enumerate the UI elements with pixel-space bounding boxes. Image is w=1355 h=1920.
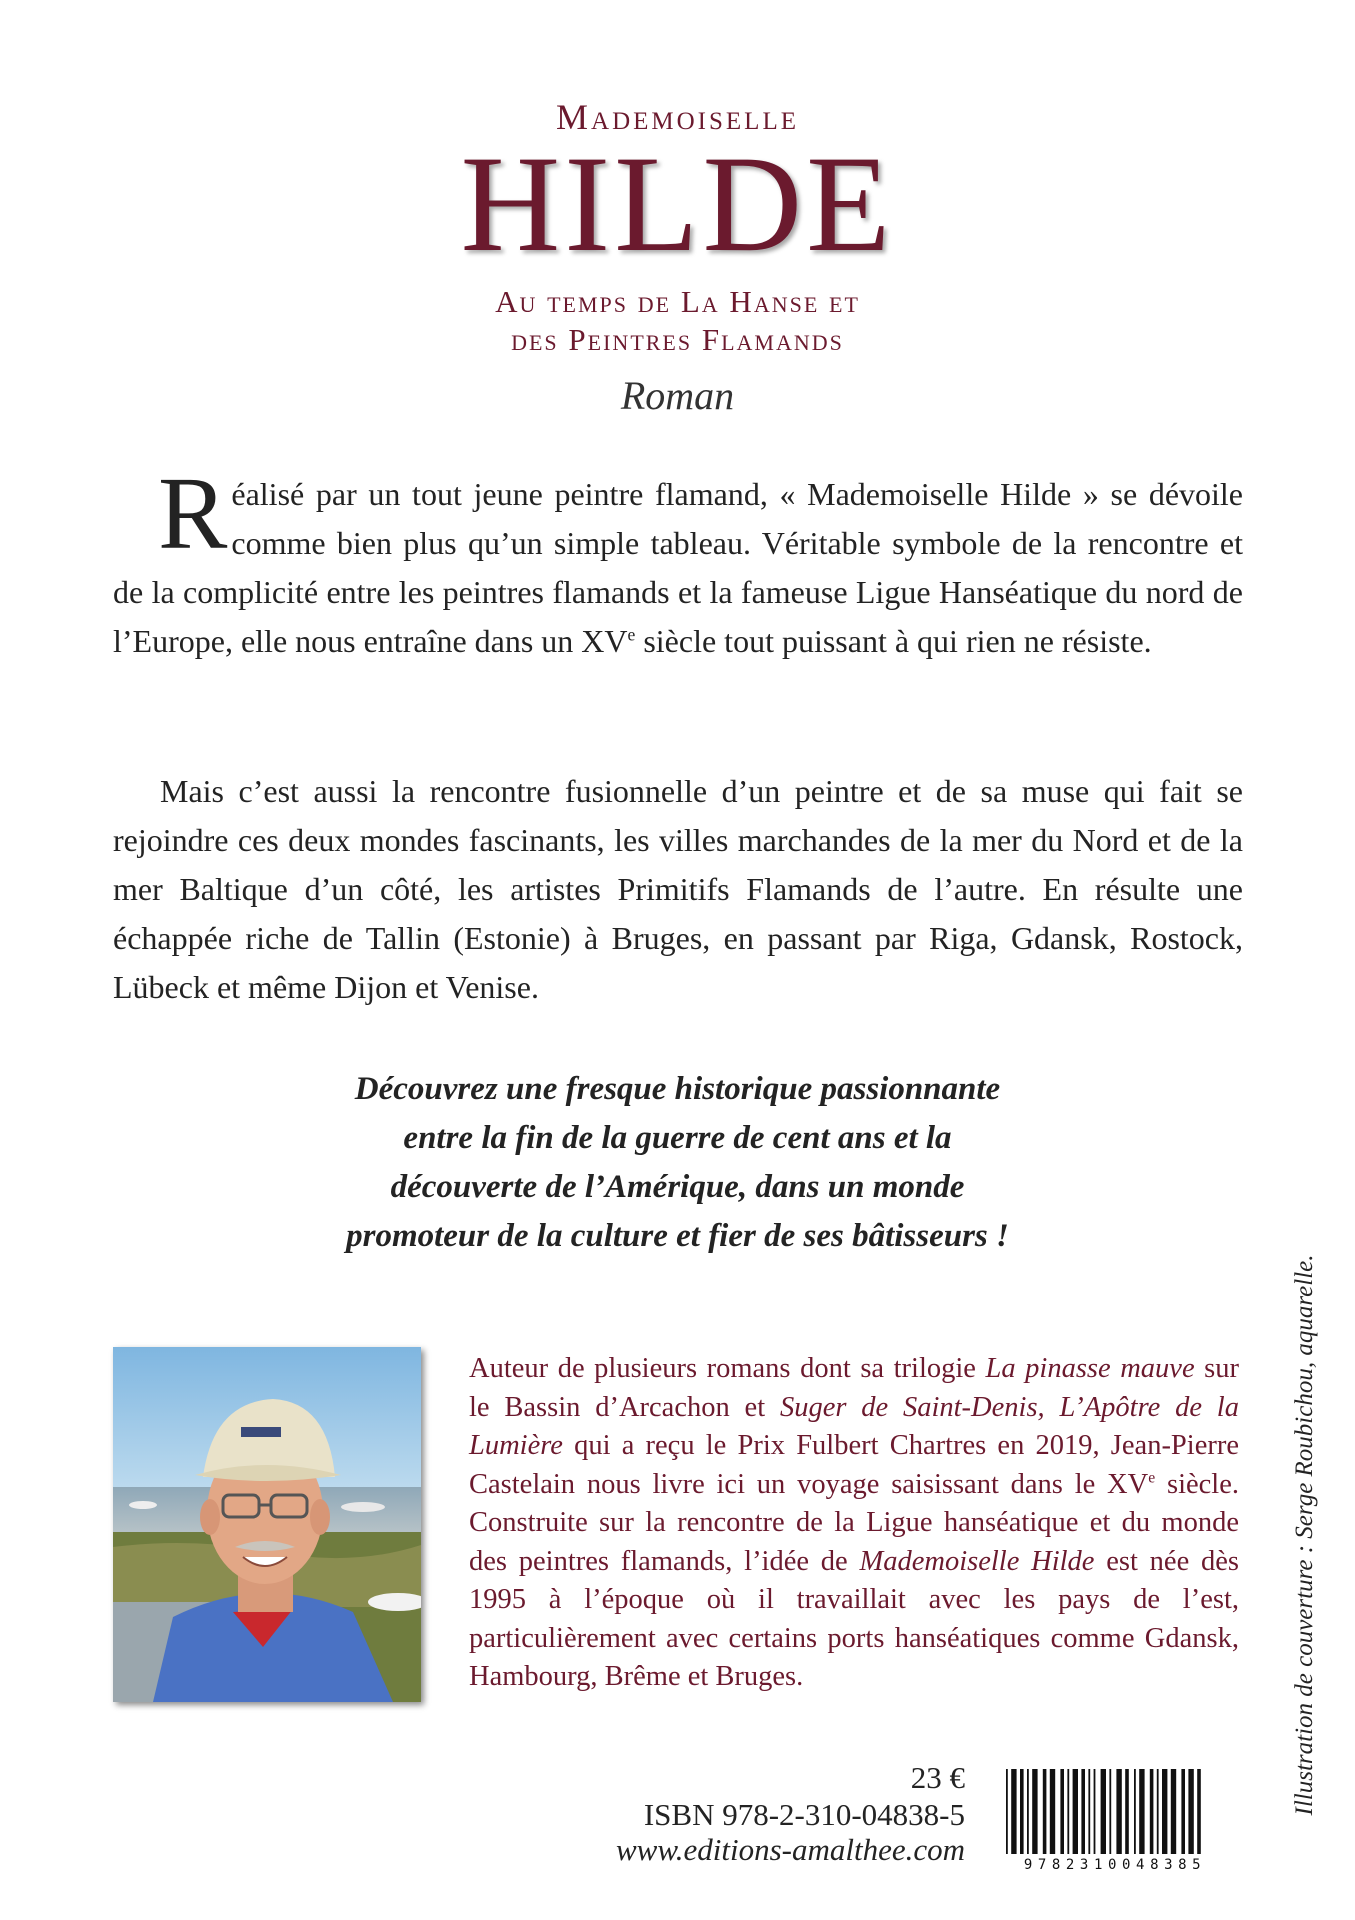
- superscript: e: [1148, 1469, 1156, 1486]
- barcode-bar: [1032, 1769, 1037, 1861]
- book-reference: Mademoiselle Hilde: [859, 1545, 1095, 1577]
- barcode-bar: [1088, 1769, 1090, 1861]
- synopsis-text: éalisé par un tout jeune peintre flamand, « Mademoiselle Hilde » se dévoile comme bien plus qu’un simple tableau. Véritable symbole de la rencontre et de la complicité entre les peintres flamands et la fameuse Ligue Hanséatique du nord de l’Europe, elle nous entraîne dans un XV: [113, 476, 1243, 659]
- barcode-bar: [1027, 1769, 1029, 1861]
- subtitle-line: des Peintres Flamands: [511, 322, 844, 357]
- author-bio: [469, 1350, 1239, 1697]
- barcode-bar: [1181, 1769, 1185, 1861]
- barcode-bar: [1067, 1769, 1069, 1861]
- barcode-bar: [1006, 1769, 1008, 1861]
- tagline-line: Découvrez une fresque historique passionnante: [354, 1071, 1001, 1107]
- tagline-line: promoteur de la culture et fier de ses bâtisseurs !: [346, 1218, 1009, 1254]
- author-photo-illustration: [113, 1347, 421, 1702]
- price: 23 €: [910, 1760, 965, 1795]
- barcode-bar: [1020, 1769, 1024, 1861]
- barcode-bar: [1101, 1769, 1106, 1861]
- book-title: HILDE: [460, 127, 895, 280]
- bio-text: sur le Bassin d’Arcachon et: [469, 1353, 1240, 1423]
- barcode-bar: [1043, 1769, 1047, 1861]
- title-prefix: Mademoiselle: [556, 97, 799, 137]
- barcode-bar: [1050, 1769, 1055, 1861]
- illustration-credit: [1285, 1220, 1325, 1850]
- bio-text: siècle. Construite sur la rencontre de la Ligue hanséatique et du monde des peintres flamands, l’idée de: [469, 1468, 1239, 1577]
- barcode-bar: [1081, 1769, 1085, 1861]
- tagline: [200, 1065, 1155, 1261]
- barcode-digits: 9782310048385: [1000, 1854, 1230, 1876]
- barcode-bar: [1011, 1769, 1016, 1861]
- barcode-bar: [1073, 1769, 1078, 1861]
- bio-text: Auteur de plusieurs romans dont sa trilogie: [469, 1353, 986, 1384]
- barcode-bar: [1139, 1769, 1144, 1861]
- publisher-website: www.editions-amalthee.com: [616, 1832, 965, 1867]
- superscript: e: [627, 624, 636, 645]
- barcode-bar: [1157, 1769, 1159, 1861]
- tagline-line: entre la fin de la guerre de cent ans et la: [403, 1120, 952, 1156]
- barcode-bar: [1125, 1769, 1129, 1861]
- barcode-bar: [1116, 1769, 1121, 1861]
- barcode-bar: [1150, 1769, 1154, 1861]
- barcode-bar: [1162, 1769, 1167, 1861]
- book-reference: La pinasse mauve: [985, 1353, 1195, 1384]
- book-reference: Suger de Saint-Denis, L’Apôtre de la Lumière: [469, 1391, 1239, 1461]
- barcode-bar: [1109, 1769, 1111, 1861]
- synopsis-paragraph-1: [113, 456, 1243, 666]
- illustration-credit-text: Illustration de couverture : Serge Roubichou, aquarelle.: [1291, 1254, 1318, 1816]
- genre-label: Roman: [620, 373, 735, 418]
- drop-cap: R: [158, 456, 228, 571]
- book-subtitle: [0, 283, 1355, 359]
- barcode-bar: [1094, 1769, 1096, 1861]
- synopsis-text: siècle tout puissant à qui rien ne résiste.: [635, 623, 1152, 659]
- barcode-bar: [1134, 1769, 1136, 1861]
- subtitle-line: Au temps de La Hanse et: [495, 284, 860, 319]
- bio-text: est née dès 1995 à l’époque où il travaillait avec les pays de l’est, particulièrement avec certains ports hanséatiques comme Gdansk, Hambourg, Brême et Bruges.: [469, 1545, 1239, 1692]
- isbn: ISBN 978-2-310-04838-5: [643, 1797, 965, 1832]
- bio-text: qui a reçu le Prix Fulbert Chartres en 2019, Jean-Pierre Castelain nous livre ici un voyage saisissant dans le XV: [469, 1430, 1239, 1500]
- barcode-bar: [1188, 1769, 1193, 1861]
- author-photo: [113, 1347, 421, 1702]
- barcode-bar: [1197, 1769, 1201, 1861]
- barcode-bar: [1060, 1769, 1064, 1861]
- synopsis-paragraph-2: Mais c’est aussi la rencontre fusionnelle d’un peintre et de sa muse qui fait se rejoindre ces deux mondes fascinants, les villes marchandes de la mer du Nord et de la mer Baltique d’un côté, les artistes Primitifs Flamands de l’autre. En résulte une échappée riche de Tallin (Estonie) à Bruges, en passant par Riga, Gdansk, Rostock, Lübeck et même Dijon et Venise.: [113, 773, 1243, 1005]
- tagline-line: découverte de l’Amérique, dans un monde: [390, 1169, 965, 1205]
- barcode-bar: [1171, 1769, 1176, 1861]
